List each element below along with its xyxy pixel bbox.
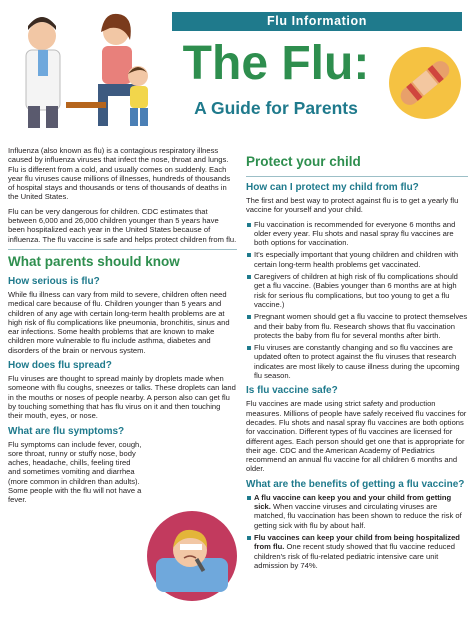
list-item: It's especially important that young children and children with certain long-term health problems get vaccinated. bbox=[246, 250, 468, 269]
sick-child-illustration bbox=[146, 510, 238, 602]
question-heading: What are the benefits of getting a flu vaccine? bbox=[246, 478, 465, 490]
intro-paragraph: Influenza (also known as flu) is a contagious respiratory illness caused by influenza viruses that infect the nose, throat and lungs. Flu is different from a cold, and usually comes on suddenly. Each year flu viruses cause millions of illnesses, hundreds of thousands of hospital stays and thousands or tens of thousands of deaths in the United States. bbox=[8, 146, 231, 202]
divider bbox=[246, 176, 468, 177]
header-banner: Flu Information bbox=[172, 12, 462, 31]
section-heading: What parents should know bbox=[8, 253, 180, 269]
question-heading: How can I protect my child from flu? bbox=[246, 182, 419, 193]
answer-paragraph: Flu viruses are thought to spread mainly by droplets made when someone with flu coughs, sneezes or talks. These droplets can land in the mouths or noses of people nearby. A person also can get flu by touching something that has flu virus on it and then touching their mouth, eyes, or nose. bbox=[8, 374, 236, 421]
benefit-lead: Flu vaccines can keep your child from being hospitalized from flu. bbox=[254, 532, 460, 552]
list-item: Pregnant women should get a flu vaccine to protect themselves and their baby from flu. Research shows that flu vaccination protects the baby from flu for several months after birth. bbox=[246, 312, 468, 340]
answer-paragraph: The first and best way to protect against flu is to get a yearly flu vaccine for yourself and your child. bbox=[246, 196, 459, 215]
page-title: The Flu: bbox=[182, 37, 370, 90]
bandage-icon bbox=[388, 46, 462, 120]
question-heading: Is flu vaccine safe? bbox=[246, 385, 338, 397]
left-column bbox=[8, 146, 237, 510]
list-item: Flu vaccination is recommended for everyone 6 months and older every year. Flu shots and nasal spray flu vaccines are both options for vaccination. bbox=[246, 220, 468, 248]
benefits-list bbox=[246, 493, 468, 570]
page-subtitle: A Guide for Parents bbox=[194, 98, 358, 118]
question-heading: How serious is flu? bbox=[8, 275, 100, 287]
list-item bbox=[246, 533, 468, 570]
benefit-lead: A flu vaccine can keep you and your child from getting sick. bbox=[254, 492, 452, 512]
question-heading: How does flu spread? bbox=[8, 360, 112, 372]
doctor-family-illustration bbox=[6, 6, 171, 130]
intro-paragraph: Flu can be very dangerous for children. CDC estimates that between 6,000 and 26,000 children younger than 5 years have been hospitalized each year in the United States because of influenza. The flu vaccine is safe and helps protect children from flu. bbox=[8, 206, 237, 244]
answer-paragraph: Flu vaccines are made using strict safety and production measures. Millions of people have safely received flu vaccines for decades. Flu shots and nasal spray flu vaccines are both options for vaccination. Different types of flu vaccines are licensed for different ages. Each person should get one that is appropriate for their age. CDC and the American Academy of Pediatrics recommend an annual flu vaccine for all children 6 months and older. bbox=[246, 399, 467, 474]
section-heading: Protect your child bbox=[246, 154, 361, 169]
benefit-text: When vaccine viruses and circulating viruses are matched, flu vaccination has been shown to reduce the risk of getting sick with flu by about half. bbox=[254, 502, 462, 530]
list-item: Flu viruses are constantly changing and so flu vaccines are updated often to protect against the flu viruses that research indicates are most likely to cause illness during the upcoming flu season. bbox=[246, 343, 468, 380]
list-item: Caregivers of children at high risk of flu complications should get a flu vaccine. (Babies younger than 6 months are at high risk for serious flu complications, but too young to get a flu vaccine.) bbox=[246, 272, 468, 309]
answer-paragraph: Flu symptoms can include fever, cough, sore throat, runny or stuffy nose, body aches, headache, chills, feeling tired and sometimes vomiting and diarrhea (more common in children than adults). Some people with the flu will not have a fever. bbox=[8, 439, 142, 505]
answer-paragraph: While flu illness can vary from mild to severe, children often need medical care because of flu. Children younger than 5 years and children of any age with certain long-term health problems are at high risk of flu complications like pneumonia, bronchitis, sinus and ear infections. Some health problems that are known to make children more vulnerable to flu include asthma, diabetes and disorders of the brain or nervous system. bbox=[8, 289, 230, 355]
divider bbox=[8, 249, 237, 250]
right-column bbox=[246, 150, 468, 574]
bullet-list bbox=[246, 220, 468, 381]
list-item bbox=[246, 493, 468, 530]
question-heading: What are flu symptoms? bbox=[8, 425, 125, 437]
benefit-text: One recent study showed that flu vaccine reduced children's risk of flu-related pediatric intensive care unit admission by 74%. bbox=[254, 542, 455, 570]
